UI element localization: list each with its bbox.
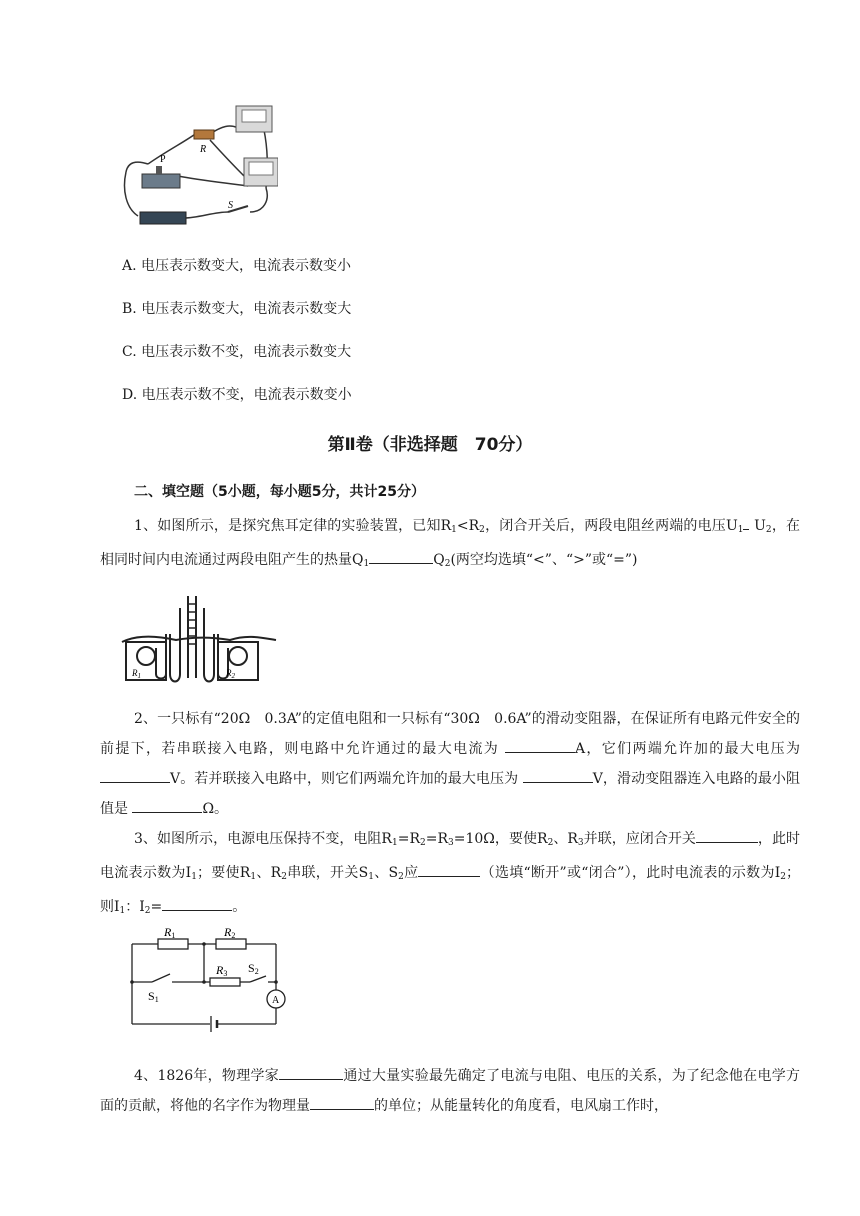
circuit-apparatus-figure xyxy=(118,100,278,232)
option-text: 电压表示数变大，电流表示数变小 xyxy=(141,258,352,274)
battery xyxy=(140,212,186,224)
label-s1: S1 xyxy=(148,989,159,1004)
question-3: 3、如图所示，电源电压保持不变，电阻$R_1=R_2=R_3=10\Omega$，要使$R_2$、$R_3$并联，应闭合开关 ，此时电流表示数为$I_1$；要使$R_1$、$R_2$串联，开关$S_1$、$S_2$应 （选填“断开”或“闭合”），此时电流表的示数为$I_2$；则$I_1$：$I_2=$ 。 xyxy=(100,824,800,926)
option-d[interactable] xyxy=(122,385,352,405)
ammeter-label: A xyxy=(272,995,280,1006)
answer-blank[interactable] xyxy=(696,826,758,843)
option-letter: B. xyxy=(122,301,137,317)
answer-blank[interactable] xyxy=(743,513,749,530)
label-s2: S2 xyxy=(248,961,259,976)
switch-s1 xyxy=(152,974,170,982)
resistor-r2 xyxy=(216,939,246,949)
circuit-diagram-figure xyxy=(118,924,294,1034)
option-letter: A. xyxy=(122,258,137,274)
option-a[interactable] xyxy=(122,256,351,276)
rheostat xyxy=(142,174,180,188)
question-2: 2、一只标有“20Ω 0.3A”的定值电阻和一只标有“30Ω 0.6A”的滑动变阻器，在保证所有电路元件安全的前提下，若串联接入电路，则电路中允许通过的最大电流为 A，它们两端允许加的最大电压为 V。若并联接入电路中，则它们两端允许加的最大电压为 V，滑动变阻器连入电路的最小阻值是 Ω。 xyxy=(100,711,800,817)
option-text: 电压表示数变大，电流表示数变大 xyxy=(141,301,352,317)
question-1: 1、如图所示，是探究焦耳定律的实验装置，已知$R_1<R_2$，闭合开关后，两段电阻丝两端的电压$U_1$ $U_2$，在相同时间内电流通过两段电阻产生的热量$Q_1$ $Q_2$(两空均选填“<”、“>”或“=”) xyxy=(100,511,800,579)
resistor-r1 xyxy=(158,939,188,949)
label-r: R xyxy=(200,144,207,155)
answer-blank[interactable] xyxy=(279,1063,343,1080)
answer-blank[interactable] xyxy=(505,736,575,753)
resistor-r3 xyxy=(210,978,240,986)
answer-blank[interactable] xyxy=(132,796,202,813)
label-r2: R2 xyxy=(224,925,236,940)
label-r2: $R_2$ xyxy=(226,668,235,680)
section-heading: 二、填空题（5小题，每小题5分，共计25分） xyxy=(134,484,425,500)
option-letter: D. xyxy=(122,387,138,403)
resistor-r xyxy=(194,130,214,139)
option-text: 电压表示数不变，电流表示数变小 xyxy=(141,387,352,403)
option-b[interactable] xyxy=(122,299,351,319)
label-r3: R3 xyxy=(216,963,228,978)
question-4: 4、1826年，物理学家 通过大量实验最先确定了电流与电阻、电压的关系，为了纪念他在电学方面的贡献，将他的名字作为物理量 的单位；从能量转化的角度看，电风扇工作时， xyxy=(100,1061,800,1121)
option-letter: C. xyxy=(122,344,137,360)
answer-blank[interactable] xyxy=(100,766,170,783)
switch-s2 xyxy=(250,976,266,982)
answer-blank[interactable] xyxy=(523,766,593,783)
joule-apparatus-figure xyxy=(118,594,278,686)
answer-blank[interactable] xyxy=(310,1093,374,1110)
answer-blank[interactable] xyxy=(162,894,232,911)
label-s: S xyxy=(228,200,233,211)
label-r1: $R_1$ xyxy=(132,668,141,680)
label-p: P xyxy=(160,154,166,165)
answer-blank[interactable] xyxy=(418,860,480,877)
option-text: 电压表示数不变，电流表示数变大 xyxy=(141,344,352,360)
option-c[interactable] xyxy=(122,342,351,362)
answer-blank[interactable] xyxy=(369,547,433,564)
label-r1: R1 xyxy=(164,925,176,940)
part-title: 第Ⅱ卷（非选择题 70分） xyxy=(327,435,533,455)
